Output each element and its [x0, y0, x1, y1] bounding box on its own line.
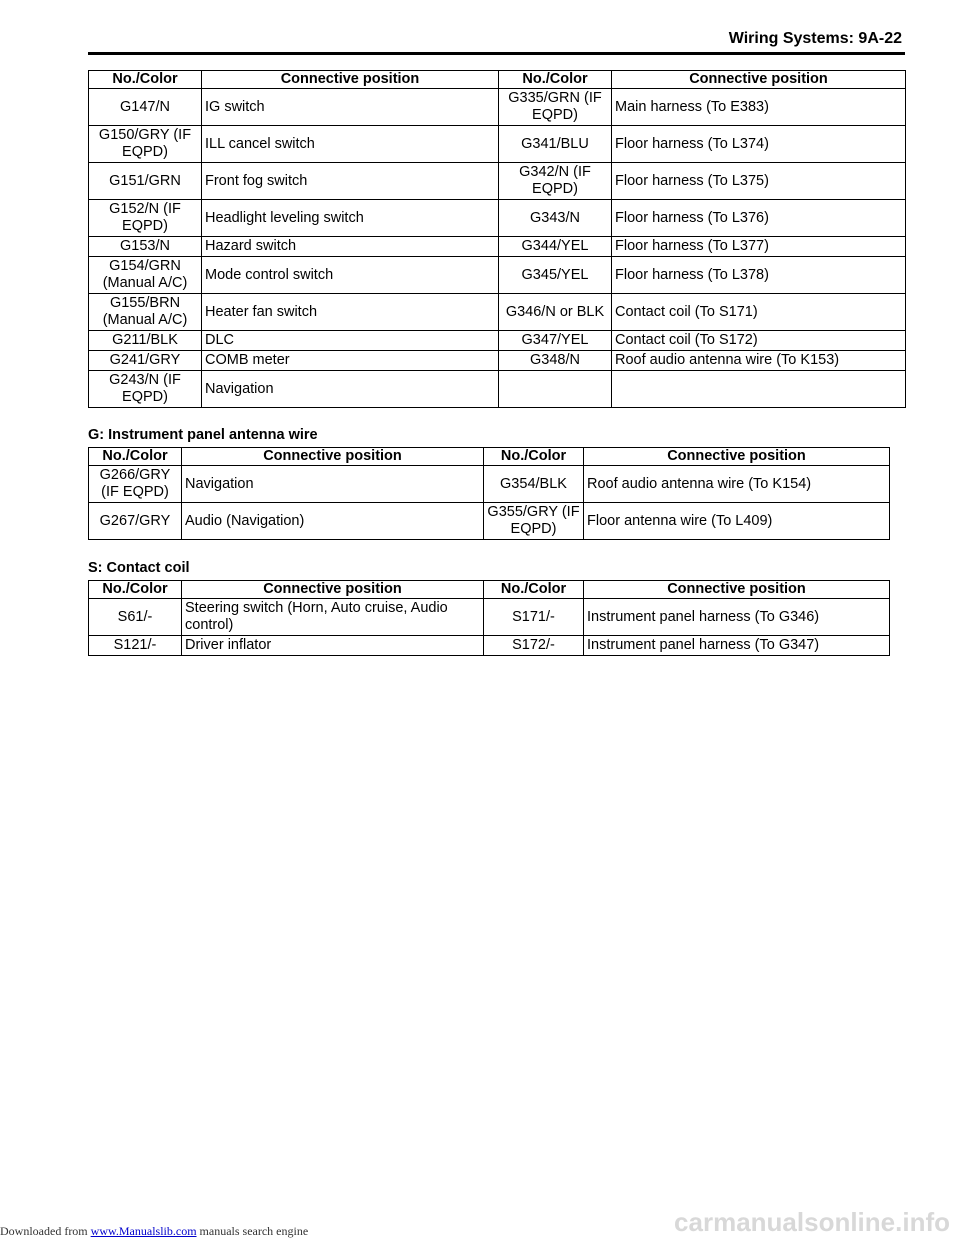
table-cell: G344/YEL	[499, 237, 612, 257]
table-cell: G155/BRN (Manual A/C)	[89, 294, 202, 331]
footer-suffix: manuals search engine	[196, 1224, 309, 1238]
column-header: Connective position	[202, 71, 499, 89]
table-cell: G147/N	[89, 89, 202, 126]
table-cell	[612, 371, 906, 408]
table-header-row	[89, 448, 890, 466]
table-row	[89, 351, 906, 371]
column-header: Connective position	[584, 581, 890, 599]
table-cell: Navigation	[202, 371, 499, 408]
table-row	[89, 200, 906, 237]
table-cell: Floor harness (To L374)	[612, 126, 906, 163]
table-row	[89, 126, 906, 163]
section-title-contact-coil: S: Contact coil	[88, 560, 190, 576]
table-cell: Headlight leveling switch	[202, 200, 499, 237]
table-cell: Audio (Navigation)	[182, 503, 484, 540]
table-row	[89, 257, 906, 294]
table-cell: G243/N (IF EQPD)	[89, 371, 202, 408]
table-cell: G150/GRY (IF EQPD)	[89, 126, 202, 163]
table-cell: Instrument panel harness (To G346)	[584, 599, 890, 636]
table-header-row	[89, 71, 906, 89]
table-cell: G345/YEL	[499, 257, 612, 294]
table-cell: G153/N	[89, 237, 202, 257]
table-cell: G151/GRN	[89, 163, 202, 200]
table-cell: Roof audio antenna wire (To K153)	[612, 351, 906, 371]
table-row	[89, 294, 906, 331]
table-cell: Navigation	[182, 466, 484, 503]
column-header: No./Color	[484, 448, 584, 466]
table-cell: G335/GRN (IF EQPD)	[499, 89, 612, 126]
table-row	[89, 237, 906, 257]
table-row	[89, 371, 906, 408]
header-rule	[88, 52, 905, 55]
column-header: No./Color	[89, 71, 202, 89]
table-cell: G341/BLU	[499, 126, 612, 163]
table-cell	[499, 371, 612, 408]
column-header: Connective position	[584, 448, 890, 466]
table-cell: IG switch	[202, 89, 499, 126]
table-cell: Driver inflator	[182, 636, 484, 656]
manualslib-link[interactable]: www.Manualslib.com	[90, 1224, 197, 1238]
table-row	[89, 636, 890, 656]
table-cell: Floor antenna wire (To L409)	[584, 503, 890, 540]
table-cell: COMB meter	[202, 351, 499, 371]
column-header: Connective position	[612, 71, 906, 89]
column-header: No./Color	[484, 581, 584, 599]
table-cell: G241/GRY	[89, 351, 202, 371]
table-header-row	[89, 581, 890, 599]
table-cell: Contact coil (To S171)	[612, 294, 906, 331]
table-cell: G266/GRY (IF EQPD)	[89, 466, 182, 503]
table-cell: G342/N (IF EQPD)	[499, 163, 612, 200]
column-header: Connective position	[182, 581, 484, 599]
table-cell: S172/-	[484, 636, 584, 656]
page-header-title: Wiring Systems: 9A-22	[728, 30, 902, 47]
table-cell: G152/N (IF EQPD)	[89, 200, 202, 237]
table-cell: G354/BLK	[484, 466, 584, 503]
table-cell: Main harness (To E383)	[612, 89, 906, 126]
table-cell: DLC	[202, 331, 499, 351]
column-header: No./Color	[499, 71, 612, 89]
table-row	[89, 89, 906, 126]
column-header: No./Color	[89, 448, 182, 466]
table-cell: Roof audio antenna wire (To K154)	[584, 466, 890, 503]
table-cell: G347/YEL	[499, 331, 612, 351]
column-header: Connective position	[182, 448, 484, 466]
table-row	[89, 163, 906, 200]
table-cell: G154/GRN (Manual A/C)	[89, 257, 202, 294]
table-cell: G348/N	[499, 351, 612, 371]
contact-coil-table	[88, 580, 890, 656]
table-cell: S171/-	[484, 599, 584, 636]
download-footer	[0, 1224, 308, 1239]
table-row	[89, 466, 890, 503]
watermark: carmanualsonline.info	[674, 1207, 950, 1237]
table-cell: Instrument panel harness (To G347)	[584, 636, 890, 656]
table-row	[89, 599, 890, 636]
table-cell: G211/BLK	[89, 331, 202, 351]
footer-prefix: Downloaded from	[0, 1224, 91, 1238]
table-cell: Floor harness (To L375)	[612, 163, 906, 200]
table-cell: Heater fan switch	[202, 294, 499, 331]
table-cell: Hazard switch	[202, 237, 499, 257]
table-cell: G343/N	[499, 200, 612, 237]
table-cell: Floor harness (To L378)	[612, 257, 906, 294]
table-cell: G267/GRY	[89, 503, 182, 540]
section-title-instrument-panel-antenna: G: Instrument panel antenna wire	[88, 427, 318, 443]
table-cell: Floor harness (To L377)	[612, 237, 906, 257]
table-cell: Contact coil (To S172)	[612, 331, 906, 351]
table-cell: Floor harness (To L376)	[612, 200, 906, 237]
table-cell: G346/N or BLK	[499, 294, 612, 331]
table-cell: Front fog switch	[202, 163, 499, 200]
table-cell: G355/GRY (IF EQPD)	[484, 503, 584, 540]
harness-table-g	[88, 70, 906, 408]
table-cell: Steering switch (Horn, Auto cruise, Audio control)	[182, 599, 484, 636]
table-row	[89, 503, 890, 540]
antenna-wire-table	[88, 447, 890, 540]
table-cell: Mode control switch	[202, 257, 499, 294]
table-cell: ILL cancel switch	[202, 126, 499, 163]
table-cell: S121/-	[89, 636, 182, 656]
table-row	[89, 331, 906, 351]
table-cell: S61/-	[89, 599, 182, 636]
column-header: No./Color	[89, 581, 182, 599]
